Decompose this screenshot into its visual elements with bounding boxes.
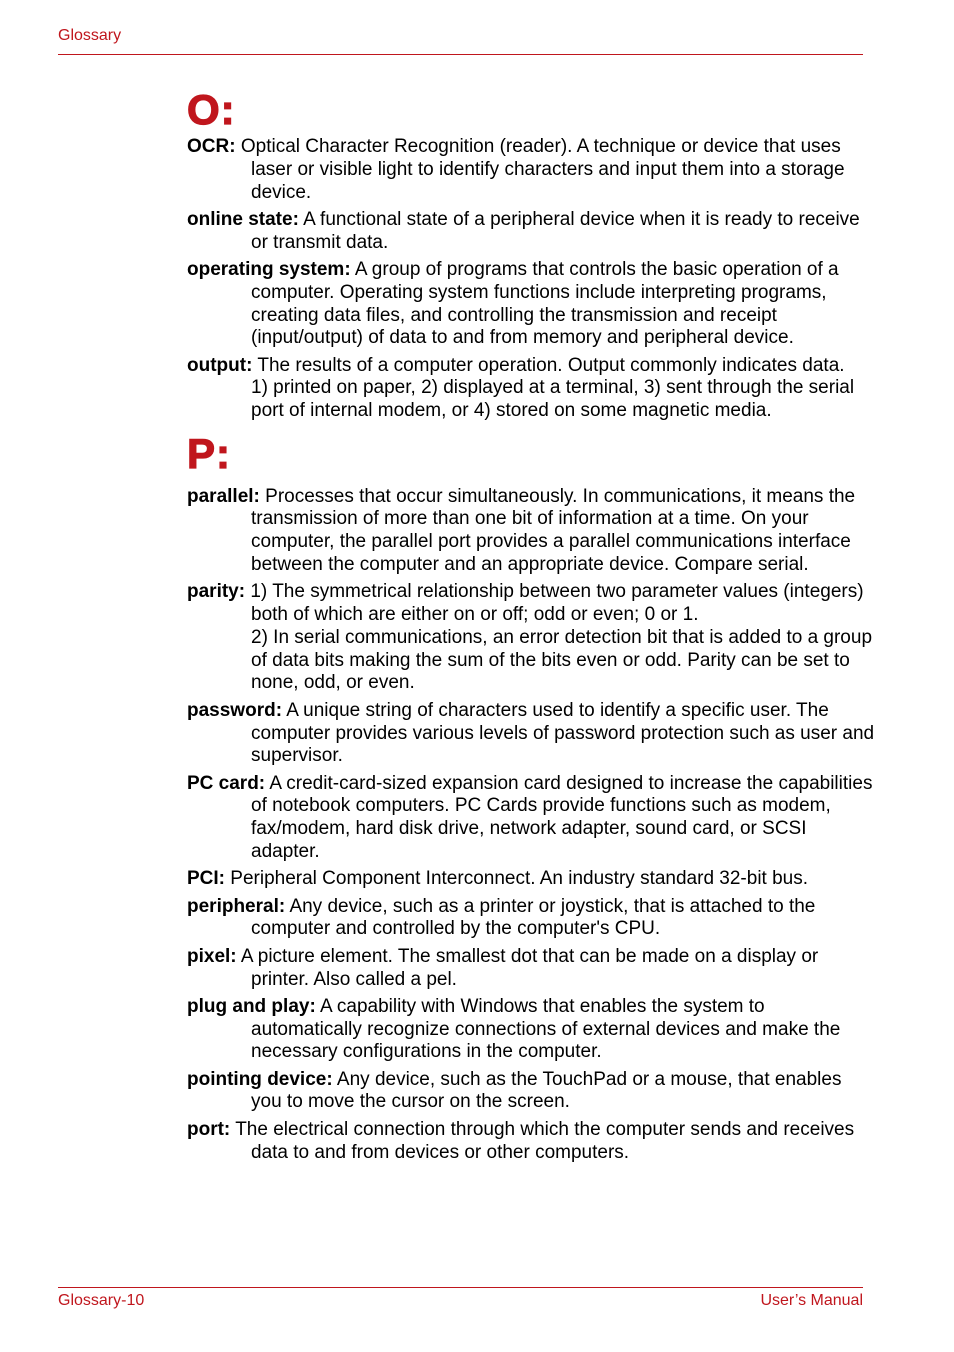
entry-definition: The results of a computer operation. Output commonly indicates data.	[257, 354, 845, 376]
glossary-entry-parallel	[187, 486, 877, 577]
entry-continuation: 2) In serial communications, an error detection bit that is added to a group of data bits making the sum of the bits even or odd. Parity can be set to none, odd, or even.	[251, 626, 873, 694]
entry-term: parallel:	[187, 485, 260, 507]
section-letter-o: O:	[187, 86, 236, 133]
entry-term: PC card:	[187, 772, 266, 794]
entry-definition: A group of programs that controls the basic operation of a computer. Operating system functions include interpreting programs, creating data files, and controlling the transmission and receipt (input/output) of data to and from memory and peripheral device.	[251, 258, 839, 349]
glossary-entry-ocr	[187, 136, 877, 204]
entry-term: PCI:	[187, 868, 225, 890]
entry-definition: A picture element. The smallest dot that can be made on a display or printer. Also called a pel.	[240, 945, 819, 990]
entry-term: peripheral:	[187, 895, 286, 917]
entry-definition: A capability with Windows that enables the system to automatically recognize connections of external devices and make the necessary configurations in the computer.	[251, 995, 841, 1063]
header-title: Glossary	[58, 27, 122, 44]
entry-term: OCR:	[187, 136, 236, 157]
entry-definition: Processes that occur simultaneously. In communications, it means the transmission of more than one bit of information at a time. On your computer, the parallel port provides a parallel communications interface between the computer and an appropriate device. Compare serial.	[251, 485, 856, 575]
entry-definition: Any device, such as the TouchPad or a mouse, that enables you to move the cursor on the screen.	[251, 1068, 842, 1113]
entry-term: operating system:	[187, 258, 351, 280]
glossary-entry-online-state	[187, 209, 877, 255]
glossary-entry-parity	[187, 581, 877, 695]
glossary-content	[187, 84, 877, 1169]
glossary-entry-output	[187, 355, 877, 423]
section-p	[187, 428, 877, 1165]
glossary-entry-password	[187, 700, 877, 768]
glossary-entry-pointing-device	[187, 1069, 877, 1115]
entry-term: parity:	[187, 581, 246, 603]
entry-definition: A unique string of characters used to identify a specific user. The computer provides various levels of password protection such as user and supervisor.	[251, 699, 875, 767]
entry-term: pointing device:	[187, 1068, 333, 1090]
section-o	[187, 84, 877, 423]
glossary-entry-pixel	[187, 946, 877, 992]
entry-term: plug and play:	[187, 995, 316, 1017]
glossary-entry-port	[187, 1119, 877, 1165]
section-letter-p: P:	[187, 429, 231, 477]
glossary-entry-pci	[187, 868, 877, 891]
entry-term: pixel:	[187, 945, 237, 967]
entry-definition: Peripheral Component Interconnect. An industry standard 32-bit bus.	[230, 868, 809, 890]
glossary-entry-pc-card	[187, 773, 877, 864]
header-rule	[58, 54, 863, 55]
entry-definition: A credit-card-sized expansion card designed to increase the capabilities of notebook computers. PC Cards provide functions such as modem, fax/modem, hard disk drive, network adapter, sound card, or SCSI adapter.	[251, 772, 873, 863]
footer-page-number: Glossary-10	[58, 1292, 145, 1309]
entry-term: password:	[187, 699, 283, 721]
entry-term: output:	[187, 354, 253, 376]
footer-manual-title: User’s Manual	[760, 1292, 863, 1309]
entry-term: online state:	[187, 208, 299, 230]
entry-definition: 1) The symmetrical relationship between two parameter values (integers) both of which are either on or off; odd or even; 0 or 1.	[250, 581, 864, 626]
entry-definition: Any device, such as a printer or joystick, that is attached to the computer and controlled by the computer's CPU.	[251, 895, 816, 940]
footer-rule	[58, 1287, 863, 1288]
glossary-entry-peripheral	[187, 896, 877, 942]
entry-definition: Optical Character Recognition (reader). A technique or device that uses laser or visible light to identify characters and input them into a storage device.	[240, 136, 845, 203]
entry-continuation: 1) printed on paper, 2) displayed at a terminal, 3) sent through the serial port of internal modem, or 4) stored on some magnetic media.	[251, 377, 855, 422]
entry-definition: The electrical connection through which the computer sends and receives data to and from devices or other computers.	[235, 1118, 855, 1163]
entry-term: port:	[187, 1118, 231, 1140]
entry-definition: A functional state of a peripheral device when it is ready to receive or transmit data.	[251, 208, 860, 253]
glossary-entry-plug-and-play	[187, 996, 877, 1064]
glossary-entry-operating-system	[187, 259, 877, 350]
